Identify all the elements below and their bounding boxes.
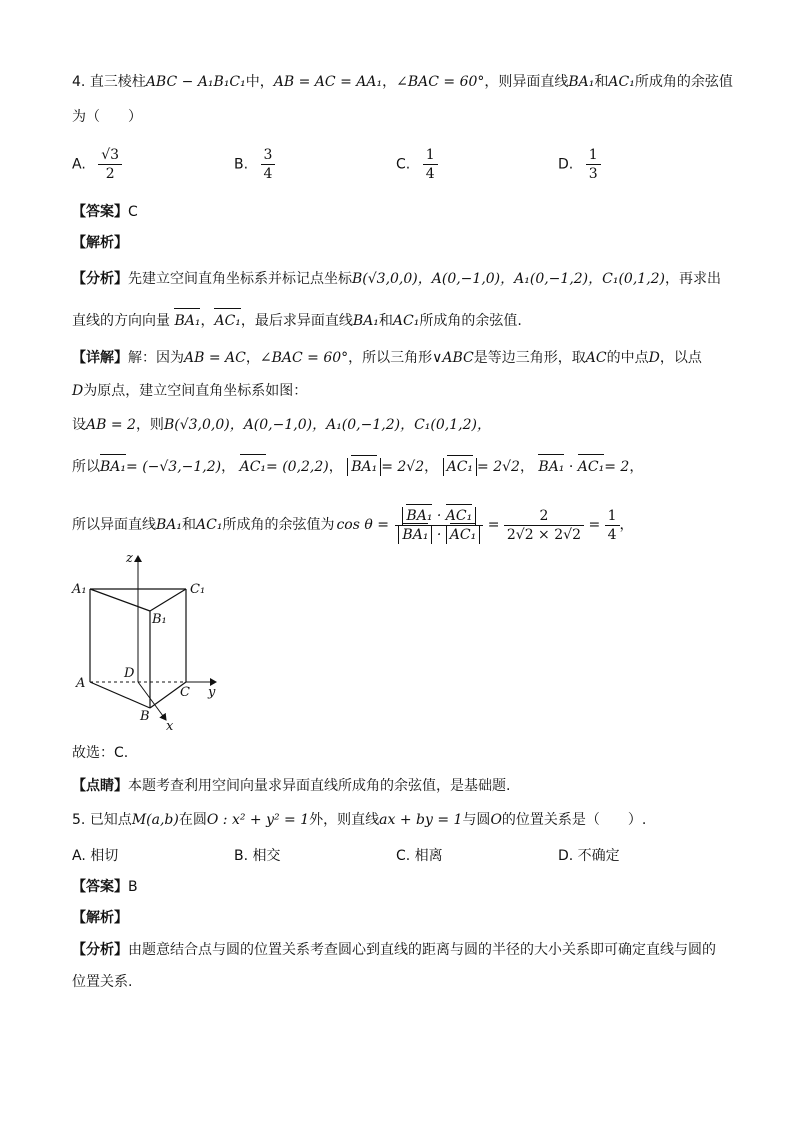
q4-set-line: 设AB = 2，则B(√3,0,0)，A(0,−1,0)，A₁(0,−1,2)，C₁(0,1,2)， [72,417,491,433]
label-y: y [208,685,216,700]
q4-so-line: 所以BA₁= (−√3,−1,2)， AC₁= (0,2,2)， BA₁ = 2√2， AC₁ = 2√2， BA₁ · AC₁= 2， [72,459,644,475]
q4-number: 4. [72,74,86,90]
q4-detail-line1: 【详解】解：因为AB = AC，∠BAC = 60°，所以三角形∨ABC是等边三角形，取AC的中点D，以点 [72,350,702,366]
label-x: x [166,719,174,734]
label-c1: C₁ [190,582,206,597]
prism-figure [68,550,238,735]
q4-fenxi-line1: 【分析】先建立空间直角坐标系并标记点坐标B(√3,0,0)，A(0,−1,0)，A₁(0,−1,2)，C₁(0,1,2)，再求出 [72,271,722,287]
label-d: D [124,666,135,681]
edge-a1b1 [90,589,150,611]
q5-stem: 5. 已知点M(a,b)在圆O : x² + y² = 1外，则直线ax + by = 1与圆O的位置关系是（ ）. [72,812,647,828]
label-b1: B₁ [152,612,167,627]
q5-analysis-tag: 【解析】 [72,910,128,926]
label-b: B [140,709,150,724]
label-c: C [180,685,190,700]
q4-detail-line2: D为原点，建立空间直角坐标系如图： [72,383,308,399]
q5-option-a: A. 相切 [72,848,119,864]
q4-fenxi-line2: 直线的方向向量 BA₁，AC₁，最后求异面直线BA₁和AC₁所成角的余弦值. [72,313,522,329]
q5-fenxi-line1: 【分析】由题意结合点与圆的位置关系考查圆心到直线的距离与圆的半径的大小关系即可确定直线与圆的 [72,942,716,958]
label-a1: A₁ [72,582,87,597]
q5-number: 5. [72,812,86,828]
q4-analysis-tag: 【解析】 [72,235,128,251]
q5-answer: 【答案】B [72,879,138,895]
label-a: A [76,676,86,691]
q5-option-b: B. 相交 [234,848,281,864]
q4-choose: 故选：C. [72,745,129,761]
q4-stem-line2: 为（ ） [72,109,142,125]
q4-answer: 【答案】C [72,204,138,220]
q4-option-a: A. $\frac{√3}{2}$ [72,146,122,183]
edge-b1c1 [150,589,186,611]
q4-stem-line1: 4. 直三棱柱ABC − A₁B₁C₁中，AB = AC = AA₁，∠BAC = 60°，则异面直线BA₁和AC₁所成角的余弦值 [72,74,733,90]
label-z: z [126,551,133,566]
q5-option-d: D. 不确定 [558,848,620,864]
q4-option-d: D. $\frac{1}{3}$ [558,146,601,183]
q4-option-c: C. $\frac{1}{4}$ [396,146,438,183]
q4-dianjing: 【点睛】本题考查利用空间向量求异面直线所成角的余弦值，是基础题. [72,778,511,794]
q4-option-b: B. $\frac{3}{4}$ [234,146,275,183]
q5-option-c: C. 相离 [396,848,443,864]
q4-cos-line: 所以异面直线BA₁和AC₁所成角的余弦值为 cos θ = $\frac{\text{BA₁ · AC₁}}{\text{BA₁ · AC₁}}$ = $\frac{2}{2√2 \times 2√2}$ = $\frac{1}{4}$ ， [72,507,634,543]
q5-fenxi-line2: 位置关系. [72,974,133,990]
